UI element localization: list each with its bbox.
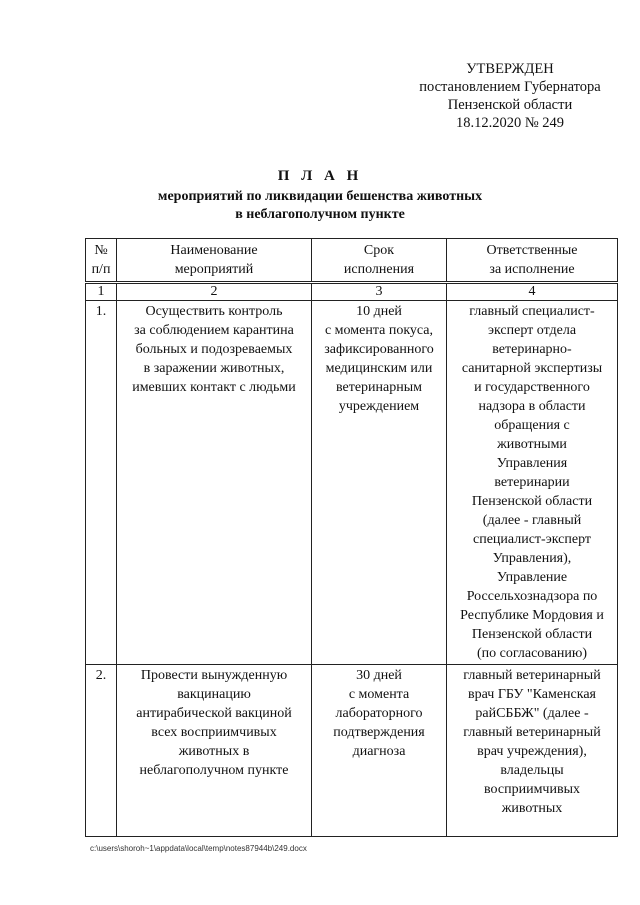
row-responsible-line: животными: [497, 437, 567, 452]
row-responsible-line: владельцы: [500, 763, 564, 778]
row-action-line: Осуществить контроль: [145, 304, 283, 319]
row-action-line: всех восприимчивых: [151, 725, 277, 740]
row-action-line: больных и подозреваемых: [135, 342, 293, 357]
row-action-line: за соблюдением карантина: [134, 323, 294, 338]
plan-table: [85, 238, 618, 837]
header-num-line-2: п/п: [91, 262, 111, 277]
row-responsible-line: ветеринарно-: [492, 342, 572, 357]
approval-line-2: постановлением Губернатора: [419, 79, 601, 95]
row-term-line: ветеринарным: [335, 380, 423, 395]
header-term: [312, 239, 447, 283]
row-responsible-line: главный ветеринарный: [463, 725, 601, 740]
row-responsible-line: (по согласованию): [476, 646, 588, 661]
row-responsible-line: Пензенской области: [471, 627, 593, 642]
file-path-footer: c:\users\shoroh~1\appdata\local\temp\notes87944b\249.docx: [90, 844, 307, 853]
header-responsible-line-1: Ответственные: [486, 243, 578, 258]
column-number-1: 1: [86, 283, 117, 301]
row-responsible-line: и государственного: [474, 380, 590, 395]
row-responsible-line: райСББЖ" (далее -: [475, 706, 589, 721]
plan-table-body: [86, 239, 618, 837]
header-term-line-1: Срок: [363, 243, 395, 258]
row-action: [117, 665, 312, 837]
table-row: [86, 665, 618, 837]
row-responsible: [447, 301, 618, 665]
row-term-line: 30 дней: [356, 668, 402, 683]
row-responsible-line: (далее - главный: [482, 513, 582, 528]
row-term: [312, 665, 447, 837]
row-responsible-line: животных: [501, 801, 563, 816]
row-action-line: имевших контакт с людьми: [132, 380, 296, 395]
plan-title: П Л А Н: [277, 168, 363, 184]
row-term-line: 10 дней: [356, 304, 402, 319]
row-action-line: животных в: [178, 744, 250, 759]
header-action-line-1: Наименование: [170, 243, 258, 258]
row-responsible-line: Управления: [496, 456, 568, 471]
row-responsible-line: надзора в области: [478, 399, 586, 414]
approval-line-4: 18.12.2020 № 249: [455, 115, 565, 131]
plan-subtitle-2: в неблагополучном пункте: [235, 207, 405, 222]
row-term-line: зафиксированного: [324, 342, 434, 357]
row-action-line: вакцинацию: [177, 687, 251, 702]
column-number-4: 4: [447, 283, 618, 301]
column-number-row: [86, 283, 618, 301]
row-responsible-line: Республике Мордовия и: [460, 608, 604, 623]
row-responsible-line: врач учреждения),: [477, 744, 587, 759]
row-responsible-line: обращения с: [494, 418, 570, 433]
row-action-line: Провести вынужденную: [140, 668, 288, 683]
row-number: 1.: [86, 301, 117, 665]
approval-stamp: [400, 60, 620, 132]
header-responsible: [447, 239, 618, 283]
table-row: [86, 301, 618, 665]
header-responsible-line-2: за исполнение: [489, 262, 575, 277]
column-number-2: 2: [117, 283, 312, 301]
row-responsible-line: Управление: [496, 570, 568, 585]
approval-line-3: Пензенской области: [447, 97, 573, 113]
table-header-row: [86, 239, 618, 283]
row-responsible-line: эксперт отдела: [487, 323, 577, 338]
row-responsible-line: Управления),: [492, 551, 572, 566]
row-action-line: антирабической вакциной: [136, 706, 292, 721]
row-responsible-line: врач ГБУ "Каменская: [468, 687, 596, 702]
row-responsible-line: главный ветеринарный: [463, 668, 601, 683]
header-term-line-2: исполнения: [343, 262, 415, 277]
header-num-line-1: №: [94, 243, 108, 258]
row-action-line: неблагополучном пункте: [139, 763, 289, 778]
plan-subtitle-1: мероприятий по ликвидации бешенства животных: [157, 189, 483, 204]
row-responsible: [447, 665, 618, 837]
row-responsible-line: Россельхознадзора по: [466, 589, 598, 604]
row-term-line: учреждением: [338, 399, 420, 414]
row-number: 2.: [86, 665, 117, 837]
row-term-line: лабораторного: [335, 706, 423, 721]
row-responsible-line: ветеринарии: [494, 475, 570, 490]
row-responsible-line: главный специалист-: [469, 304, 595, 319]
header-num: [86, 239, 117, 283]
row-responsible-line: санитарной экспертизы: [461, 361, 603, 376]
row-term-line: медицинским или: [325, 361, 433, 376]
column-number-3: 3: [312, 283, 447, 301]
row-responsible-line: восприимчивых: [484, 782, 580, 797]
approval-line-1: УТВЕРЖДЕН: [466, 61, 554, 77]
header-action-line-2: мероприятий: [174, 262, 254, 277]
row-responsible-line: специалист-эксперт: [472, 532, 592, 547]
row-responsible-line: Пензенской области: [471, 494, 593, 509]
document-title: [80, 166, 560, 224]
row-term-line: с момента покуса,: [324, 323, 434, 338]
row-action-line: в заражении животных,: [143, 361, 285, 376]
header-action: [117, 239, 312, 283]
row-term-line: с момента: [348, 687, 410, 702]
row-term-line: диагноза: [352, 744, 406, 759]
row-term: [312, 301, 447, 665]
row-action: [117, 301, 312, 665]
row-term-line: подтверждения: [333, 725, 425, 740]
